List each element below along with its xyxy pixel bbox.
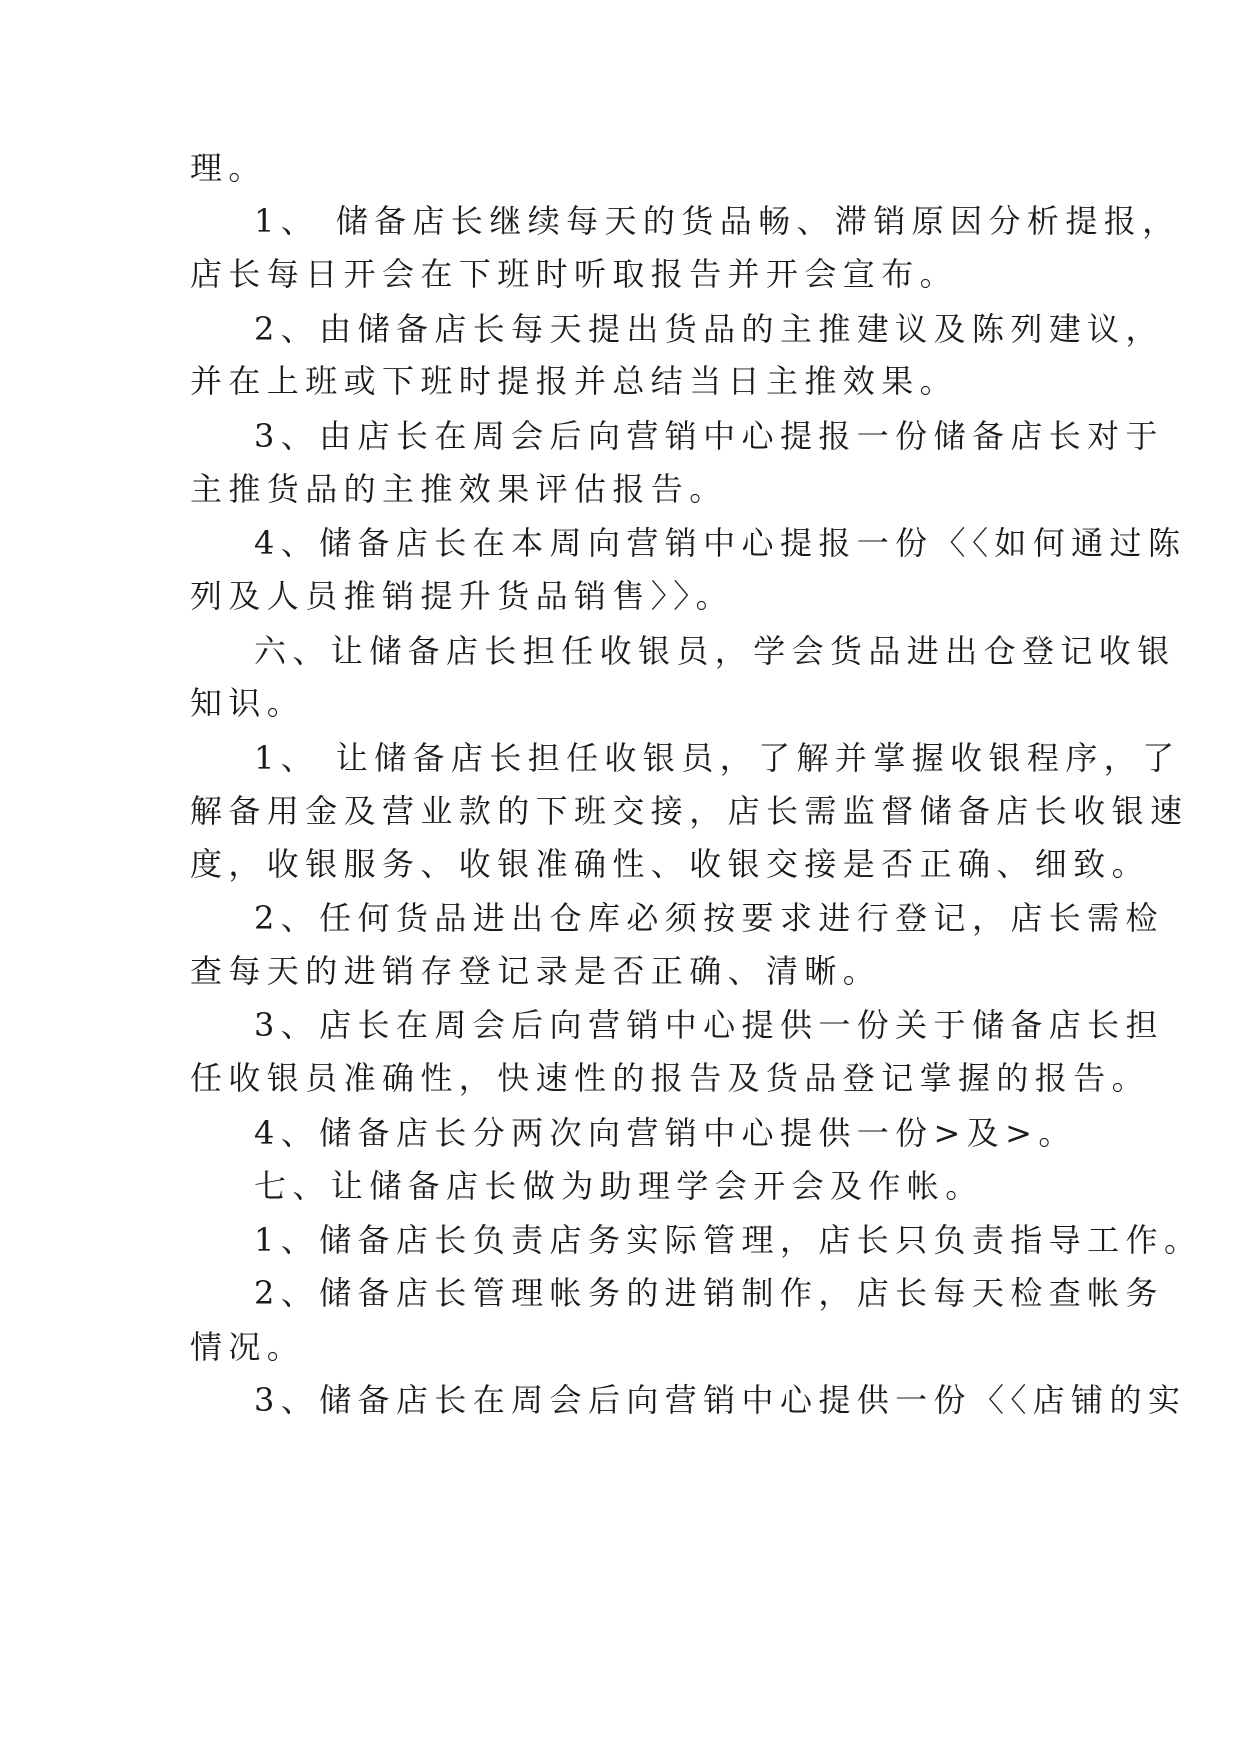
text-line: 主推货品的主推效果评估报告。 xyxy=(190,470,728,508)
text-line: 情况。 xyxy=(190,1328,306,1366)
text-line: 2、任何货品进出仓库必须按要求进行登记，店长需检 xyxy=(254,899,1164,937)
text-line: 解备用金及营业款的下班交接，店长需监督储备店长收银速 xyxy=(190,792,1189,830)
text-line: 3、储备店长在周会后向营销中心提供一份〈〈店铺的实 xyxy=(254,1381,1187,1419)
text-line: 度，收银服务、收银准确性、收银交接是否正确、细致。 xyxy=(190,845,1151,883)
text-line: 七、让储备店长做为助理学会开会及作帐。 xyxy=(254,1167,984,1205)
text-line: 列及人员推销提升货品销售〉〉。 xyxy=(190,577,735,615)
text-line: 并在上班或下班时提报并总结当日主推效果。 xyxy=(190,362,959,400)
text-line: 3、由店长在周会后向营销中心提报一份储备店长对于 xyxy=(254,417,1164,455)
text-line: 查每天的进销存登记录是否正确、清晰。 xyxy=(190,952,882,990)
text-line: 1、储备店长负责店务实际管理，店长只负责指导工作。 xyxy=(254,1221,1203,1259)
text-line: 2、由储备店长每天提出货品的主推建议及陈列建议， xyxy=(254,310,1164,348)
text-line: 4、储备店长分两次向营销中心提供一份>及>。 xyxy=(254,1114,1077,1152)
text-line: 3、店长在周会后向营销中心提供一份关于储备店长担 xyxy=(254,1006,1164,1044)
text-line: 理。 xyxy=(190,149,267,187)
text-line: 店长每日开会在下班时听取报告并开会宣布。 xyxy=(190,255,959,293)
text-line: 任收银员准确性，快速性的报告及货品登记掌握的报告。 xyxy=(190,1059,1151,1097)
text-line: 4、储备店长在本周向营销中心提报一份〈〈如何通过陈 xyxy=(254,524,1187,562)
text-line: 六、让储备店长担任收银员，学会货品进出仓登记收银 xyxy=(254,632,1176,670)
text-line: 1、 储备店长继续每天的货品畅、滞销原因分析提报， xyxy=(254,202,1181,240)
text-line: 2、储备店长管理帐务的进销制作，店长每天检查帐务 xyxy=(254,1274,1164,1312)
text-line: 1、 让储备店长担任收银员，了解并掌握收银程序，了 xyxy=(254,739,1181,777)
text-line: 知识。 xyxy=(190,684,306,722)
